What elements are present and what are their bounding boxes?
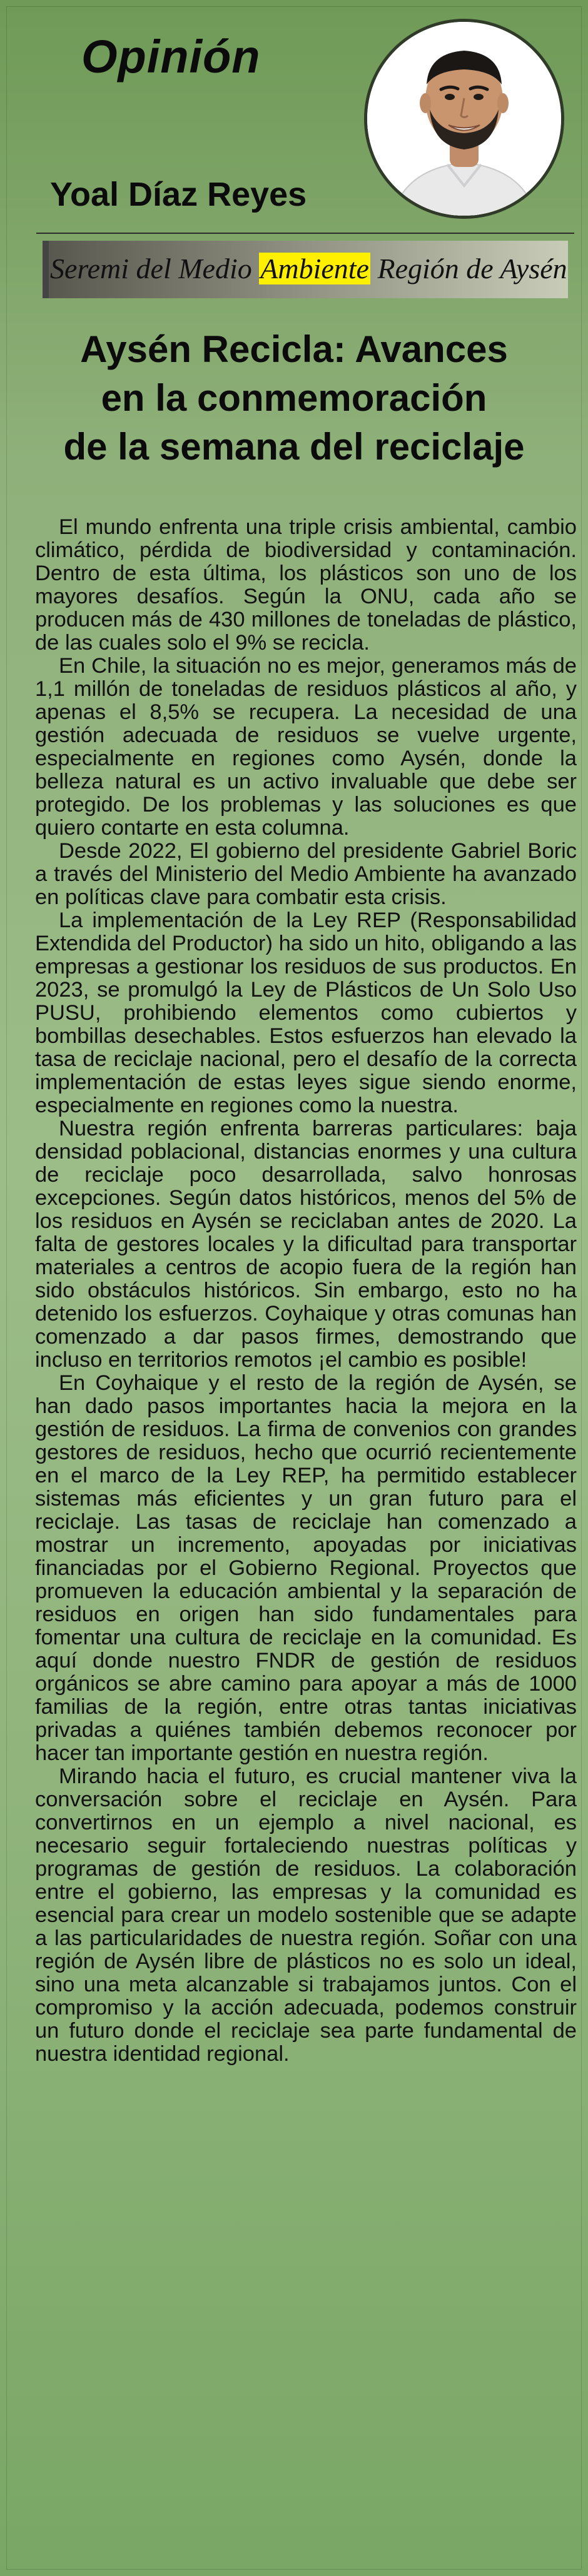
article-paragraph-6: En Coyhaique y el resto de la región de Aysén, se han dado pasos importantes hacia la mejora en la gestión de residuos. La firma de convenios con grandes gestores de residuos, hecho que ocurrió recientemente en el marco de la Ley REP, ha permitido establecer sistemas más eficientes y un gran futuro para el reciclaje. Las tasas de reciclaje han comenzado a mostrar un incremento, apoyadas por iniciativas financiadas por el Gobierno Regional. Proyectos que promueven la educación ambiental y la separación de residuos en origen han sido fundamentales para fomentar una cultura de reciclaje en la comunidad. Es aquí donde nuestro FNDR de gestión de residuos orgánicos se abre camino para apoyar a más de 1000 familias de la región, entre otras tantas iniciativas privadas a quiénes también debemos reconocer por hacer tan importante gestión en nuestra región.	[35, 1371, 577, 1765]
author-name: Yoal Díaz Reyes	[50, 176, 307, 213]
article-paragraph-1: El mundo enfrenta una triple crisis ambiental, cambio climático, pérdida de biodiversidad y contaminación. Dentro de esta última, los plásticos son uno de los mayores desafíos. Según la ONU, cada año se producen más de 430 millones de toneladas de plástico, de las cuales solo el 9% se recicla.	[35, 515, 577, 655]
author-role-part-1: Seremi del Medio	[50, 253, 260, 284]
headline-line-3: de la semana del reciclaje	[63, 426, 525, 468]
article-paragraph-7: Mirando hacia el futuro, es crucial mantener viva la conversación sobre el reciclaje en Aysén. Para convertirnos en un ejemplo a nivel nacional, es necesario seguir fortaleciendo nuestras políticas y programas de gestión de residuos. La colaboración entre el gobierno, las empresas y la comunidad es esencial para crear un modelo sostenible que se adapte a las particularidades de nuestra región. Soñar con una región de Aysén libre de plásticos no es solo un ideal, sino una meta alcanzable si trabajamos juntos. Con el compromiso y la acción adecuada, podemos construir un futuro donde el reciclaje sea parte fundamental de nuestra identidad regional.	[35, 1764, 577, 2066]
author-role	[50, 252, 567, 285]
article-body	[35, 516, 577, 2066]
author-photo	[364, 19, 564, 219]
headline-line-2: en la conmemoración	[101, 377, 487, 419]
role-divider	[36, 233, 574, 234]
article-paragraph-3: Desde 2022, El gobierno del presidente Gabriel Boric a través del Ministerio del Medio Ambiente ha avanzado en políticas clave para combatir esta crisis.	[35, 839, 577, 909]
author-portrait-illustration	[367, 22, 561, 216]
headline-line-1: Aysén Recicla: Avances	[80, 328, 508, 370]
section-title: Opinión	[81, 31, 261, 83]
article-paragraph-5: Nuestra región enfrenta barreras particulares: baja densidad poblacional, distancias enormes y una cultura de reciclaje poco desarrollada, salvo honrosas excepciones. Según datos históricos, menos del 5% de los residuos en Aysén se reciclaban antes de 2020. La falta de gestores locales y la dificultad para transportar materiales a centros de acopio fuera de la región han sido obstáculos históricos. Sin embargo, esto no ha detenido los esfuerzos. Coyhaique y otras comunas han comenzado a dar pasos firmes, demostrando que incluso en territorios remotos ¡el cambio es posible!	[35, 1117, 577, 1372]
author-role-highlight: Ambiente	[260, 253, 369, 284]
article-paragraph-2: En Chile, la situación no es mejor, generamos más de 1,1 millón de toneladas de residuos plásticos al año, y apenas el 8,5% se recupera. La necesidad de una gestión adecuada de residuos se vuelve urgente, especialmente en regiones como Aysén, donde la belleza natural es un activo invaluable que debe ser protegido. De los problemas y las soluciones es que quiero contarte en esta columna.	[35, 654, 577, 840]
article-headline	[25, 325, 563, 471]
article-paragraph-4: La implementación de la Ley REP (Responsabilidad Extendida del Productor) ha sido un hito, obligando a las empresas a gestionar los residuos de sus productos. En 2023, se promulgó la Ley de Plásticos de Un Solo Uso PUSU, prohibiendo elementos como cubiertos y bombillas desechables. Estos esfuerzos han elevado la tasa de reciclaje nacional, pero el desafío de la correcta implementación de estas leyes sigue siendo enorme, especialmente en regiones como la nuestra.	[35, 908, 577, 1117]
author-role-part-2: Región de Aysén	[370, 253, 567, 284]
